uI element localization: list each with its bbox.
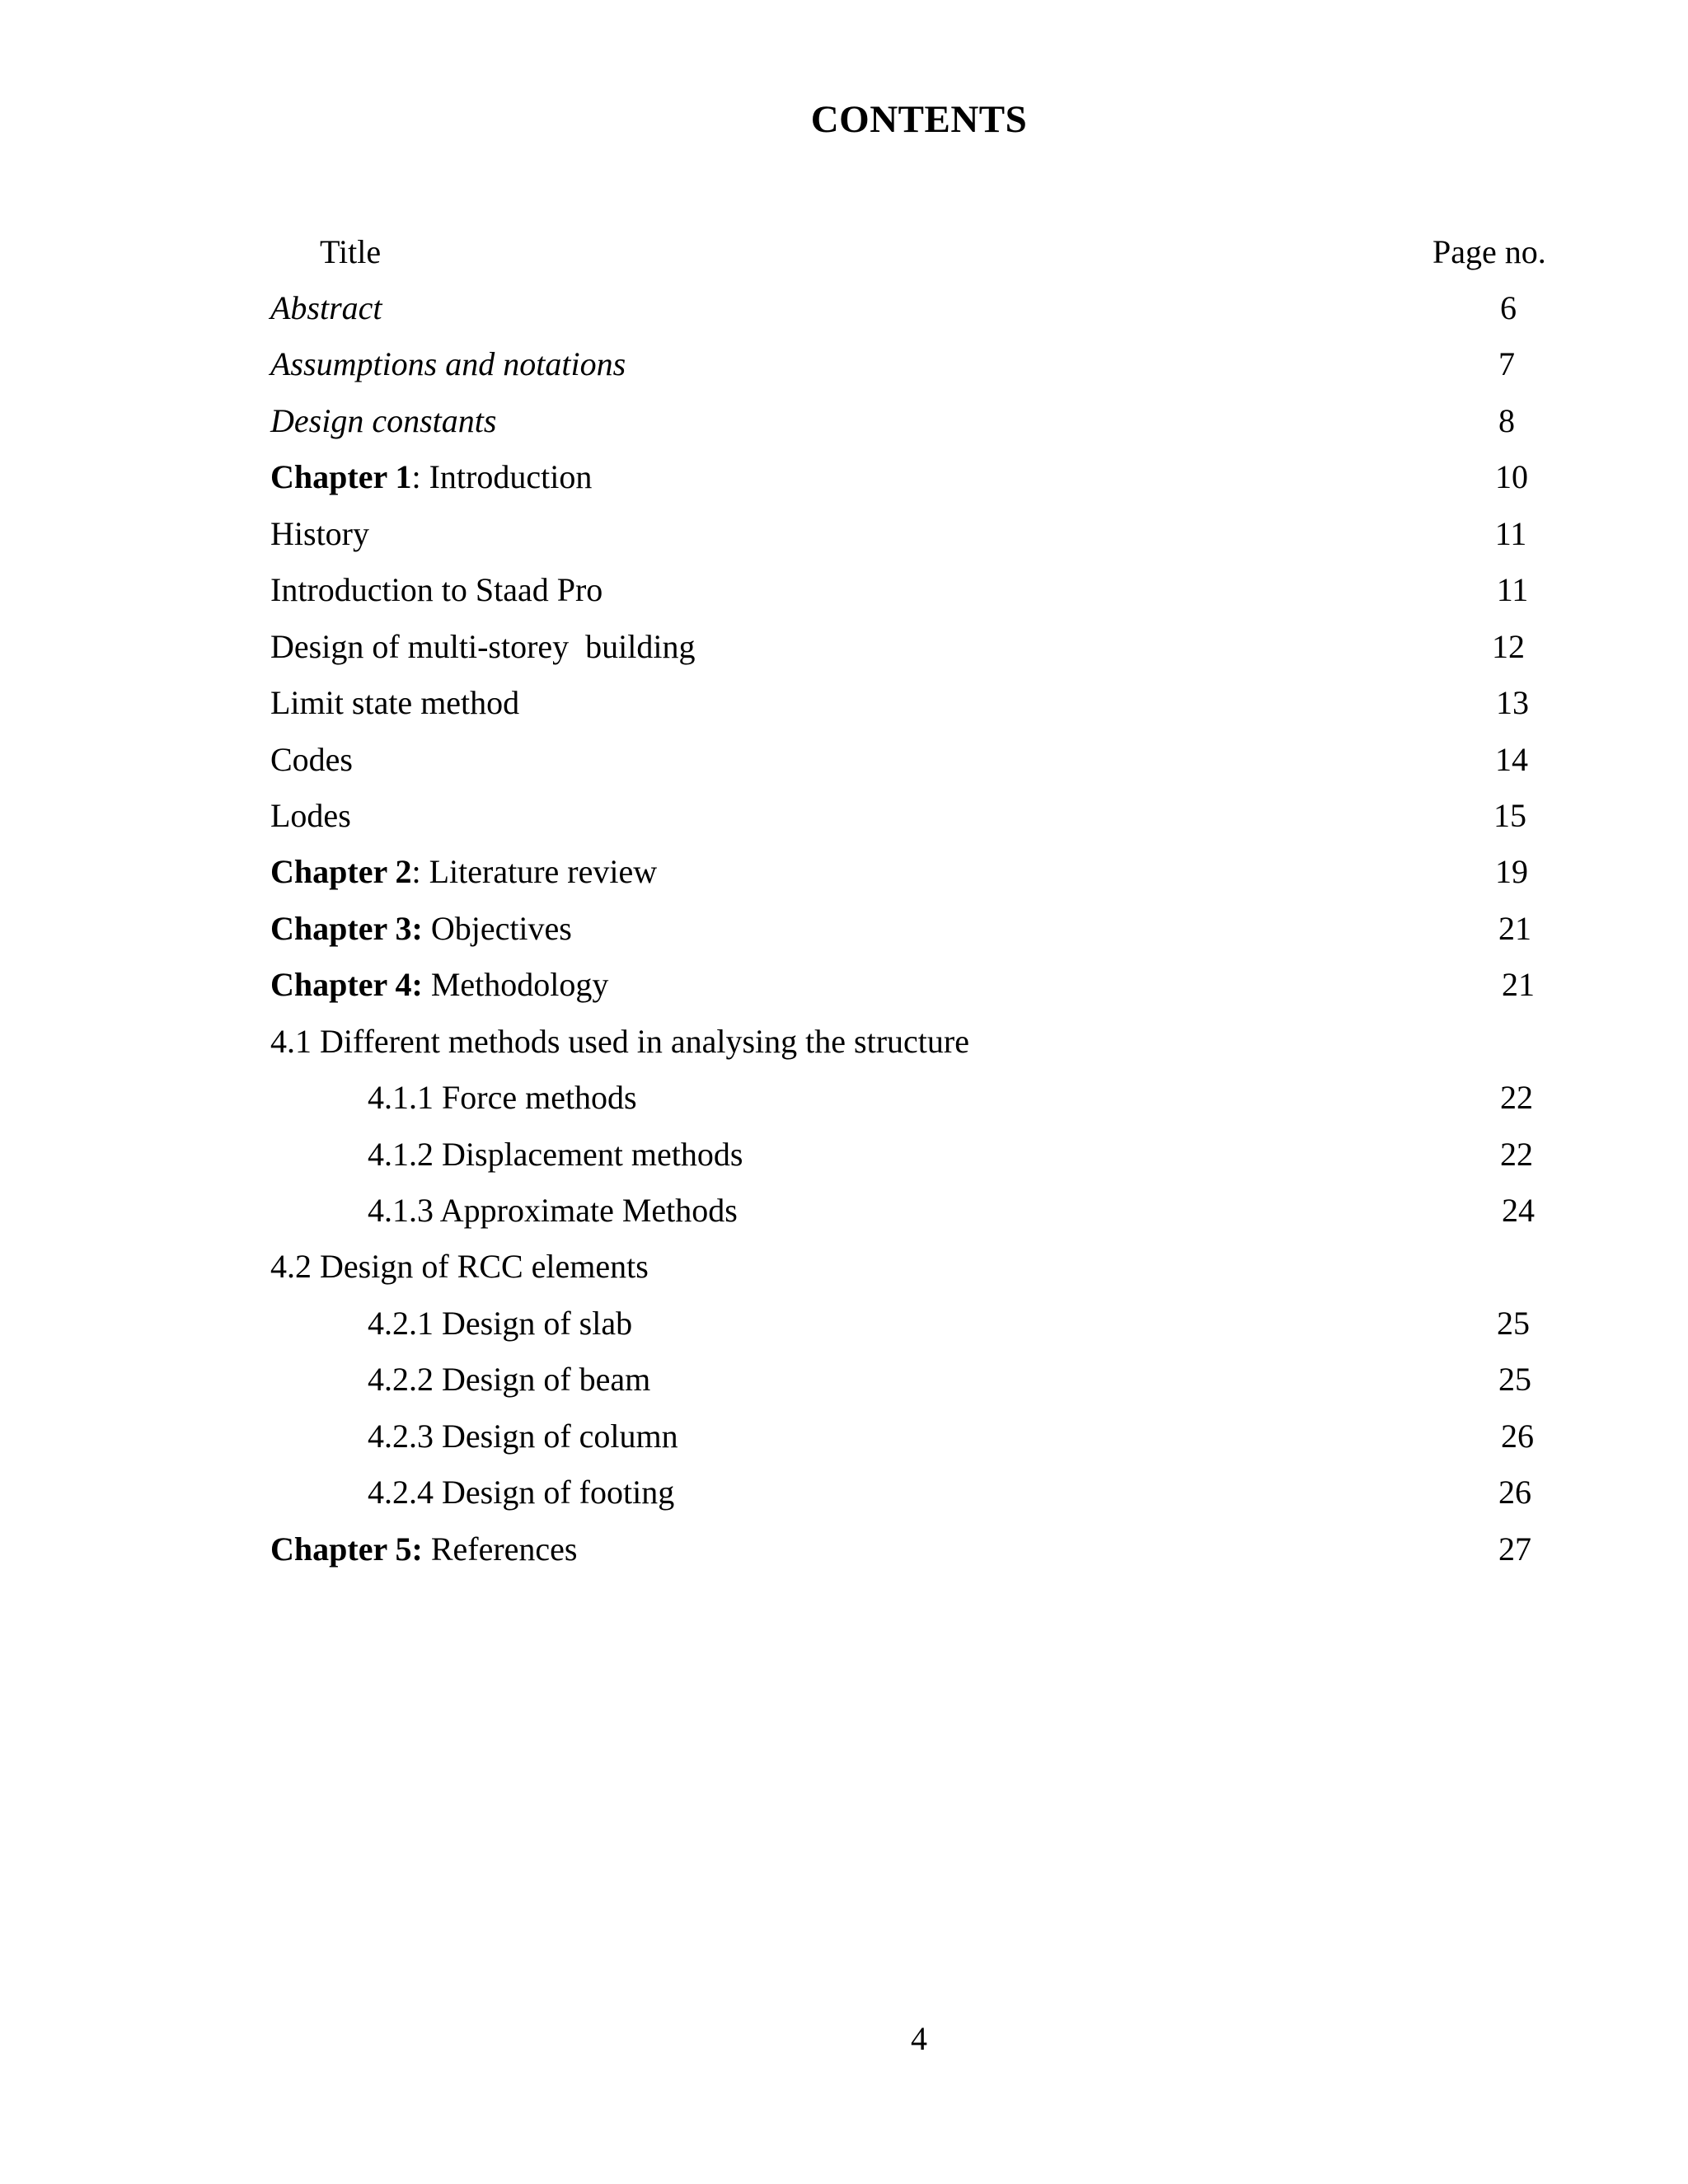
toc-entry: [0, 1136, 1688, 1192]
toc-entry-text: 4.1.2 Displacement methods: [368, 1135, 743, 1173]
toc-entry-text: 4.2.2 Design of beam: [368, 1361, 651, 1399]
toc-entry-text: 4.2 Design of RCC elements: [270, 1248, 649, 1286]
toc-entry-text: 4.2.1 Design of slab: [368, 1304, 633, 1342]
toc-entry-page-number: 22: [1500, 1079, 1533, 1117]
toc-entry-text: Design of multi-storey building: [270, 627, 696, 665]
toc-entry-label: [270, 684, 519, 722]
toc-entry: [0, 797, 1688, 853]
toc-entry-text: 4.2.3 Design of column: [368, 1417, 678, 1455]
toc-entry-text: 4.1.3 Approximate Methods: [368, 1192, 738, 1229]
toc-entry-text: Limit state method: [270, 684, 520, 722]
toc-entry: [0, 515, 1688, 571]
toc-entry-label: [368, 1418, 678, 1455]
toc-entry-label: [270, 853, 657, 891]
toc-entry-text: : Literature review: [411, 853, 658, 891]
toc-entry-page-number: 21: [1498, 909, 1531, 947]
toc-entry-chapter: Chapter 4:: [270, 966, 423, 1004]
toc-entry-page-number: 27: [1498, 1530, 1531, 1568]
toc-entry-page-number: 26: [1498, 1474, 1531, 1511]
toc-entry-text: Design constants: [270, 401, 497, 439]
toc-entry-page-number: 25: [1498, 1361, 1531, 1399]
toc-entry: [0, 684, 1688, 740]
toc-entry-text: History: [270, 514, 369, 552]
toc-entry-label: [368, 1192, 738, 1230]
toc-entry-page-number: 10: [1495, 458, 1528, 496]
toc-entry: [0, 571, 1688, 627]
toc-entry-page-number: 8: [1498, 401, 1515, 439]
toc-entry-label: [270, 458, 592, 496]
toc-entry-label: [270, 515, 369, 553]
toc-entry-label: [368, 1361, 650, 1399]
toc-entry-label: [270, 741, 353, 779]
toc-entry: [0, 458, 1688, 514]
toc-entry: [0, 1418, 1688, 1474]
toc-entry-text: Codes: [270, 740, 353, 778]
toc-entry-label: [270, 910, 572, 948]
toc-entry: [0, 1023, 1688, 1079]
toc-entry-label: [270, 402, 496, 440]
toc-entry-label: [270, 345, 626, 383]
toc-entry-page-number: 26: [1501, 1417, 1534, 1455]
toc-entry-text: References: [422, 1530, 578, 1568]
toc-entry-page-number: 24: [1502, 1192, 1535, 1229]
toc-entry-text: Objectives: [422, 909, 572, 947]
toc-entry: [0, 345, 1688, 401]
toc-entry: [0, 1530, 1688, 1586]
toc-entry-label: [368, 1136, 743, 1174]
toc-entry-page-number: 25: [1497, 1304, 1530, 1342]
toc-entry-label: [270, 571, 603, 609]
toc-entry-text: 4.1.1 Force methods: [368, 1079, 637, 1117]
toc-entry-chapter: Chapter 3:: [270, 909, 423, 947]
toc-entry-text: Methodology: [422, 966, 609, 1004]
toc-entry-page-number: 11: [1496, 571, 1529, 609]
toc-entry-text: Abstract: [270, 289, 382, 326]
toc-entry-page-number: 14: [1495, 740, 1528, 778]
toc-entry: [0, 966, 1688, 1022]
toc-entry-label: [270, 1530, 577, 1568]
toc-entry: [0, 910, 1688, 966]
toc-entry-text: Introduction to Staad Pro: [270, 571, 603, 609]
column-header-title: Title: [320, 233, 382, 270]
toc-entry-label: [270, 289, 382, 327]
toc-entry-label: [270, 1248, 649, 1286]
toc-entry-page-number: 6: [1500, 289, 1517, 326]
toc-entry: [0, 289, 1688, 345]
toc-entry: [0, 1248, 1688, 1304]
toc-entry-chapter: Chapter 1: [270, 458, 412, 496]
toc-entry: [0, 402, 1688, 458]
toc-entry-page-number: 22: [1500, 1135, 1533, 1173]
toc-entry: [0, 628, 1688, 684]
toc-entry: [0, 741, 1688, 797]
toc-entry-page-number: 11: [1494, 514, 1527, 552]
toc-entry: [0, 1079, 1688, 1135]
table-of-contents: [0, 289, 1688, 1586]
toc-entry-label: [270, 797, 351, 835]
toc-entry-label: [270, 1023, 969, 1061]
toc-entry: [0, 1192, 1688, 1248]
column-header-page-no: Page no.: [1432, 233, 1546, 270]
toc-entry: [0, 1474, 1688, 1530]
toc-entry-page-number: 21: [1502, 966, 1535, 1004]
toc-entry: [0, 853, 1688, 909]
toc-entry-label: [368, 1305, 632, 1343]
page-title: CONTENTS: [810, 98, 1028, 141]
toc-entry-page-number: 12: [1492, 627, 1525, 665]
toc-entry: [0, 1305, 1688, 1361]
toc-entry: [0, 1361, 1688, 1417]
toc-entry-page-number: 13: [1496, 684, 1529, 722]
toc-entry-label: [368, 1474, 674, 1511]
toc-entry-text: : Introduction: [411, 458, 593, 496]
toc-entry-page-number: 15: [1493, 796, 1526, 834]
page-number: 4: [911, 2020, 927, 2057]
toc-entry-label: [270, 628, 696, 666]
toc-entry-text: 4.2.4 Design of footing: [368, 1474, 675, 1511]
toc-entry-page-number: 19: [1495, 853, 1528, 891]
toc-entry-label: [270, 966, 608, 1004]
toc-entry-text: Assumptions and notations: [270, 345, 626, 383]
toc-entry-chapter: Chapter 2: [270, 853, 412, 891]
toc-entry-chapter: Chapter 5:: [270, 1530, 423, 1568]
toc-entry-page-number: 7: [1498, 345, 1515, 383]
toc-entry-text: 4.1 Different methods used in analysing the structure: [270, 1022, 969, 1060]
toc-entry-text: Lodes: [270, 796, 351, 834]
toc-entry-label: [368, 1079, 637, 1117]
